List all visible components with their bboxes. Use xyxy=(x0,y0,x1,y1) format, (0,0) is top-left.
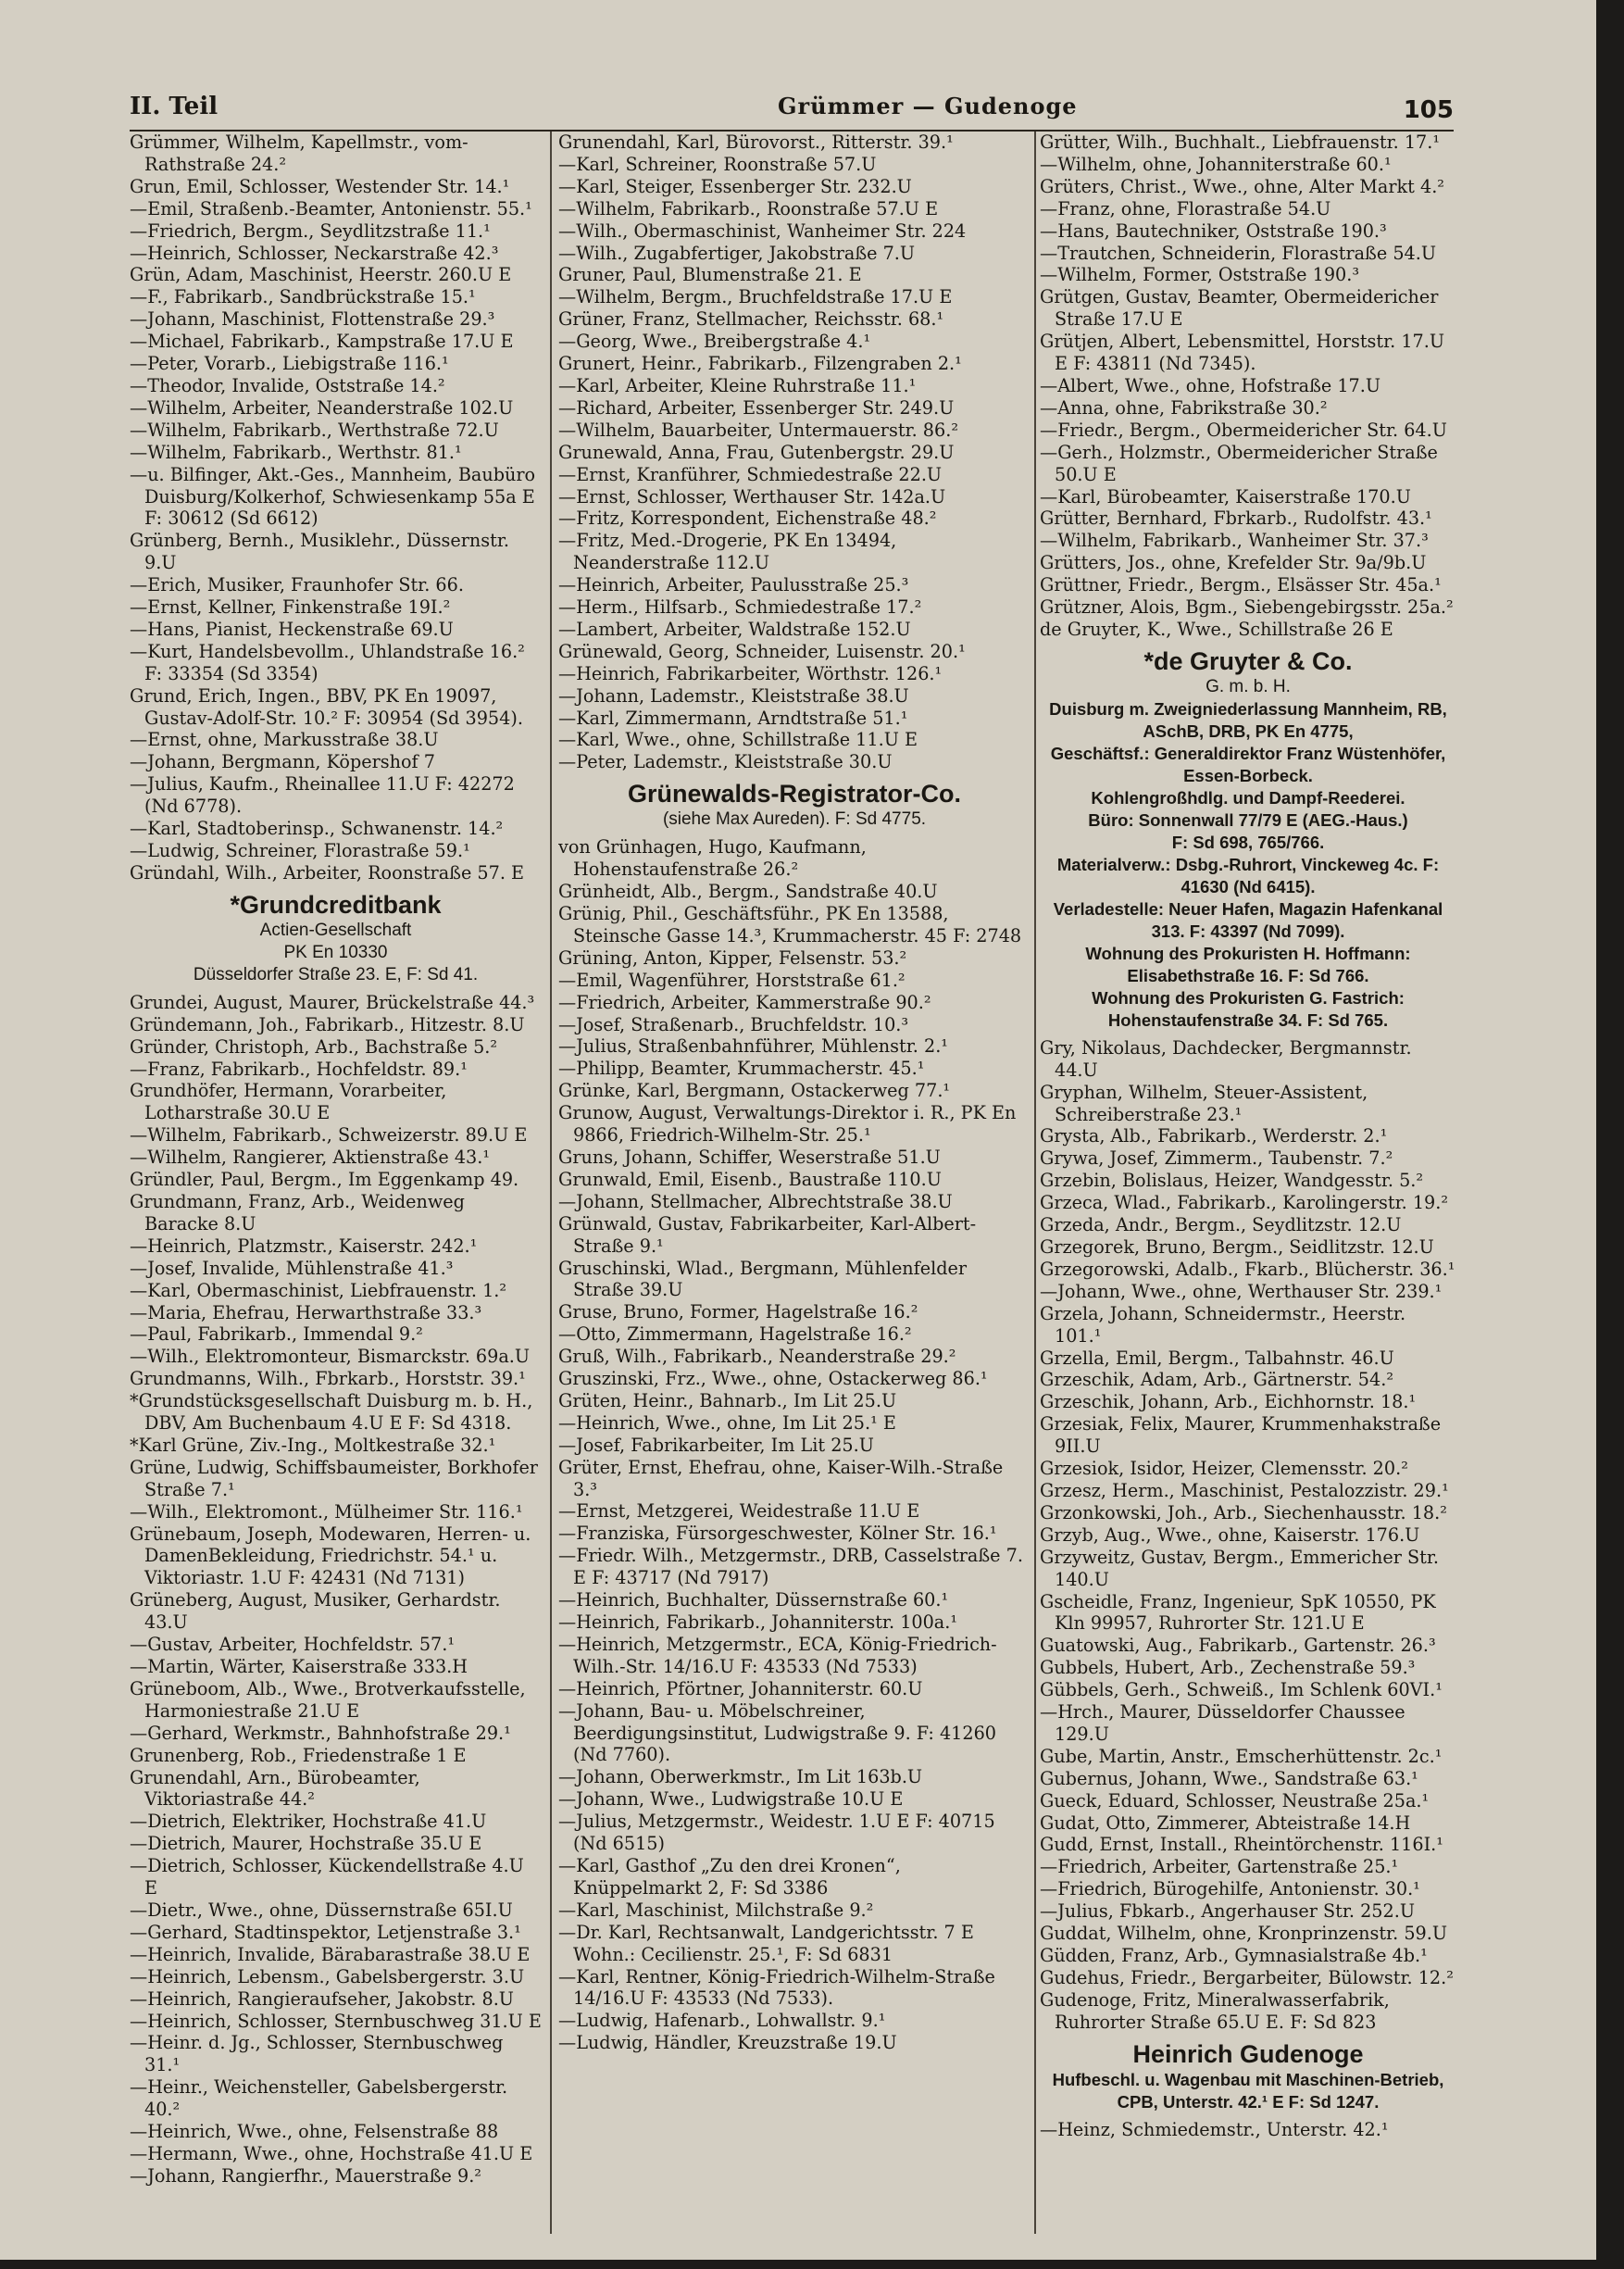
page-header xyxy=(130,93,1454,132)
directory-entry: —Gustav, Arbeiter, Hochfeldstr. 57.¹ xyxy=(130,1634,456,1656)
directory-entry: Güdden, Franz, Arb., Gymnasialstraße 4b.¹ xyxy=(1040,1945,1428,1966)
advertisement-line: PK En 10330 xyxy=(283,942,388,962)
directory-entry: —Heinrich, Fabrikarbeiter, Wörthstr. 126.¹ xyxy=(558,662,943,684)
directory-entry: —Heinrich, Buchhalter, Düssernstraße 60.¹ xyxy=(558,1589,949,1611)
directory-entry: Gudd, Ernst, Install., Rheintörchenstr. 116I.¹ xyxy=(1040,1834,1443,1856)
directory-entry: —Maria, Ehefrau, Herwarthstraße 33.³ xyxy=(130,1301,482,1323)
directory-entry: Grundhöfer, Hermann, Vorarbeiter, Lotharstraße 30.U E xyxy=(130,1080,447,1124)
directory-entry: —Gerhard, Stadtinspektor, Letjenstraße 3.¹ xyxy=(130,1921,521,1943)
directory-entry: *Karl Grüne, Ziv.-Ing., Moltkestraße 32.¹ xyxy=(130,1434,496,1456)
directory-entry: Gubernus, Johann, Wwe., Sandstraße 63.¹ xyxy=(1040,1767,1418,1789)
directory-entry: Gube, Martin, Anstr., Emscherhüttenstr. 2c.¹ xyxy=(1040,1745,1443,1767)
directory-entry: —Peter, Vorarb., Liebigstraße 116.¹ xyxy=(130,353,449,375)
directory-entry: —Heinrich, Pförtner, Johanniterstr. 60.U xyxy=(558,1677,923,1699)
directory-entry: —Dr. Karl, Rechtsanwalt, Landgerichtsstr. 7 E Wohn.: Cecilienstr. 25.¹, F: Sd 6831 xyxy=(558,1921,974,1965)
directory-entry: —Ernst, Schlosser, Werthauser Str. 142a.U xyxy=(558,485,946,508)
directory-entry: —Albert, Wwe., ohne, Hofstraße 17.U xyxy=(1040,374,1381,396)
advertisement-line: Elisabethstraße 16. F: Sd 766. xyxy=(1127,965,1369,985)
directory-entry: Gueck, Eduard, Schlosser, Neustraße 25a.¹ xyxy=(1040,1789,1430,1811)
directory-entry: —Franz, ohne, Florastraße 54.U xyxy=(1040,197,1331,219)
directory-entry: —Fritz, Med.-Drogerie, PK En 13494, Neanderstraße 112.U xyxy=(558,530,897,574)
directory-entry: Grütter, Wilh., Buchhalt., Liebfrauenstr. 17.¹ xyxy=(1040,132,1441,153)
directory-entry: —Wilh., Zugabfertiger, Jakobstraße 7.U xyxy=(558,242,916,264)
directory-entry: Grünwald, Gustav, Fabrikarbeiter, Karl-Albert-Straße 9.¹ xyxy=(558,1212,977,1257)
directory-entry: Gründahl, Wilh., Arbeiter, Roonstraße 57. E xyxy=(130,861,525,884)
directory-entry: —Ernst, Kranführer, Schmiedestraße 22.U xyxy=(558,463,943,485)
directory-entry: —Heinrich, Arbeiter, Paulusstraße 25.³ xyxy=(558,574,909,596)
directory-entry: —Karl, Arbeiter, Kleine Ruhrstraße 11.¹ xyxy=(558,374,917,396)
directory-entry: —Heinrich, Schlosser, Neckarstraße 42.³ xyxy=(130,242,499,264)
directory-entry: Grüters, Christ., Wwe., ohne, Alter Markt 4.² xyxy=(1040,175,1444,197)
directory-entry: —Johann, Stellmacher, Albrechtstraße 38.U xyxy=(558,1190,953,1212)
directory-entry: Grünewald, Georg, Schneider, Luisenstr. 20.¹ xyxy=(558,640,966,662)
directory-entry: Grünig, Phil., Geschäftsführ., PK En 13588, Steinsche Gasse 14.³, Krummacherstr. 45 F: 2748 xyxy=(558,903,1022,946)
directory-entry: —Wilhelm, Former, Oststraße 190.³ xyxy=(1040,264,1360,286)
directory-entry: Gründemann, Joh., Fabrikarb., Hitzestr. 8.U xyxy=(130,1013,525,1035)
directory-entry: Gruschinski, Wlad., Bergmann, Mühlenfelder Straße 39.U xyxy=(558,1257,968,1301)
directory-entry: Grzela, Johann, Schneidermstr., Heerstr. 101.¹ xyxy=(1040,1302,1406,1347)
advertisement-line: Geschäftsf.: Generaldirektor Franz Wüstenhöfer, Essen-Borbeck. xyxy=(1050,743,1446,785)
name-range: Grümmer — Gudenoge xyxy=(778,93,1078,119)
directory-entry: —Heinrich, Wwe., ohne, Felsenstraße 88 xyxy=(130,2121,499,2143)
directory-entry: —Karl, Stadtoberinsp., Schwanenstr. 14.² xyxy=(130,818,504,840)
advertisement-block xyxy=(1040,2039,1456,2113)
directory-entry: Gübbels, Gerh., Schweiß., Im Schlenk 60VI.¹ xyxy=(1040,1679,1443,1701)
directory-entry: Grüner, Franz, Stellmacher, Reichsstr. 68.¹ xyxy=(558,308,944,331)
directory-entry: —Dietrich, Schlosser, Kückendellstraße 4.U E xyxy=(130,1855,524,1899)
directory-entry: Grzeca, Wlad., Fabrikarb., Karolingerstr. 19.² xyxy=(1040,1192,1449,1214)
directory-entry: Gruns, Johann, Schiffer, Weserstraße 51.U xyxy=(558,1146,941,1168)
directory-entry: Grümmer, Wilhelm, Kapellmstr., vom-Rathstraße 24.² xyxy=(130,132,468,175)
directory-entry: —u. Bilfinger, Akt.-Ges., Mannheim, Baubüro Duisburg/Kolkerhof, Schwiesenkamp 55a E F: 30612 (Sd 6612) xyxy=(130,463,536,530)
directory-entry: —Theodor, Invalide, Oststraße 14.² xyxy=(130,374,445,396)
directory-entry: —Johann, Bau- u. Möbelschreiner, Beerdigungsinstitut, Ludwigstraße 9. F: 41260 (Nd 7760). xyxy=(558,1699,996,1766)
directory-entry: —Wilhelm, Rangierer, Aktienstraße 43.¹ xyxy=(130,1147,491,1169)
directory-entry: —Ludwig, Hafenarb., Lohwallstr. 9.¹ xyxy=(558,2010,886,2032)
directory-entry: —Friedrich, Arbeiter, Kammerstraße 90.² xyxy=(558,991,931,1013)
directory-entry: Guddat, Wilhelm, ohne, Kronprinzenstr. 59.U xyxy=(1040,1923,1448,1945)
directory-entry: —Karl, Zimmermann, Arndtstraße 51.¹ xyxy=(558,707,908,729)
directory-entry: —Erich, Musiker, Fraunhofer Str. 66. xyxy=(130,574,464,596)
directory-entry: —Peter, Lademstr., Kleiststraße 30.U xyxy=(558,751,893,773)
directory-entry: —Heinrich, Schlosser, Sternbuschweg 31.U E xyxy=(130,2010,542,2032)
directory-entry: —Heinrich, Rangieraufseher, Jakobstr. 8.U xyxy=(130,1987,514,2010)
column-divider xyxy=(550,132,552,2234)
directory-entry: —Julius, Straßenbahnführer, Mühlenstr. 2.¹ xyxy=(558,1035,948,1058)
advertisement-line: Büro: Sonnenwall 77/79 E (AEG.-Haus.) xyxy=(1088,809,1408,830)
directory-entry: —Dietrich, Maurer, Hochstraße 35.U E xyxy=(130,1833,482,1855)
directory-entry: Grywa, Josef, Zimmerm., Taubenstr. 7.² xyxy=(1040,1147,1393,1170)
directory-entry: Grunert, Heinr., Fabrikarb., Filzengraben 2.¹ xyxy=(558,353,962,375)
advertisement-line: Duisburg m. Zweigniederlassung Mannheim, RB, ASchB, DRB, PK En 4775, xyxy=(1049,698,1447,741)
directory-entry: —Emil, Wagenführer, Horststraße 61.² xyxy=(558,969,906,991)
directory-entry: Grundmanns, Wilh., Fbrkarb., Horststr. 39.¹ xyxy=(130,1368,526,1390)
directory-entry: —Karl, Bürobeamter, Kaiserstraße 170.U xyxy=(1040,485,1411,508)
advertisement-line: F: Sd 698, 765/766. xyxy=(1171,832,1325,852)
directory-entry: —Heinrich, Invalide, Bärabarastraße 38.U E xyxy=(130,1943,531,1965)
directory-entry: —Friedr., Bergm., Obermeidericher Str. 64.U xyxy=(1040,419,1447,441)
directory-entry: —Franz, Fabrikarb., Hochfeldstr. 89.¹ xyxy=(130,1058,468,1080)
directory-entry: Grütgen, Gustav, Beamter, Obermeidericher Straße 17.U E xyxy=(1040,286,1439,331)
directory-entry: Gruse, Bruno, Former, Hagelstraße 16.² xyxy=(558,1301,918,1323)
directory-entry: Gründer, Christoph, Arb., Bachstraße 5.² xyxy=(130,1035,498,1058)
advertisement-line: Hohenstaufenstraße 34. F: Sd 765. xyxy=(1107,1009,1389,1030)
directory-entry: Grzesiok, Isidor, Heizer, Clemensstr. 20.² xyxy=(1040,1458,1408,1480)
directory-entry: Gry, Nikolaus, Dachdecker, Bergmannstr. 44.U xyxy=(1040,1036,1412,1081)
directory-entry: —Wilhelm, Bergm., Bruchfeldstraße 17.U E xyxy=(558,286,953,308)
directory-entry: Grützner, Alois, Bgm., Siebengebirgsstr. 25a.² xyxy=(1040,596,1454,619)
directory-entry: Grzonkowski, Joh., Arb., Siechenhausstr. 18.² xyxy=(1040,1501,1447,1523)
directory-entry: —Gerh., Holzmstr., Obermeidericher Straße 50.U E xyxy=(1040,441,1438,485)
directory-entry: —Paul, Fabrikarb., Immendal 9.² xyxy=(130,1323,423,1346)
directory-entry: —Wilhelm, Fabrikarb., Werthstr. 81.¹ xyxy=(130,441,462,463)
directory-entry: —Julius, Kaufm., Rheinallee 11.U F: 42272 (Nd 6778). xyxy=(130,773,515,818)
directory-entry: —Ludwig, Händler, Kreuzstraße 19.U xyxy=(558,2032,897,2054)
directory-entry: —Friedr. Wilh., Metzgermstr., DRB, Casselstraße 7. E F: 43717 (Nd 7917) xyxy=(558,1545,1023,1589)
advertisement-line: Düsseldorfer Straße 23. E, F: Sd 41. xyxy=(193,964,479,984)
column-left xyxy=(130,132,542,2234)
directory-entry: Grzella, Emil, Bergm., Talbahnstr. 46.U xyxy=(1040,1347,1394,1369)
directory-entry: —Trautchen, Schneiderin, Florastraße 54.U xyxy=(1040,242,1437,264)
directory-entry: Grunenberg, Rob., Friedenstraße 1 E xyxy=(130,1744,467,1766)
directory-entry: Grzesiak, Felix, Maurer, Krummenhakstraße 9II.U xyxy=(1040,1413,1442,1458)
directory-entry: —Johann, Wwe., ohne, Werthauser Str. 239.¹ xyxy=(1040,1280,1443,1302)
directory-entry: Gruszinski, Frz., Wwe., ohne, Ostackerweg 86.¹ xyxy=(558,1368,988,1390)
directory-entry: Grünebaum, Joseph, Modewaren, Herren- u. DamenBekleidung, Friedrichstr. 54.¹ u. Viktoriastr. 1.U F: 42431 (Nd 7131) xyxy=(130,1523,531,1589)
directory-entry: Grzesz, Herm., Maschinist, Pestalozzistr. 29.¹ xyxy=(1040,1479,1449,1501)
directory-entry: —Dietr., Wwe., ohne, Düssernstraße 65I.U xyxy=(130,1899,513,1921)
directory-entry: Gruner, Paul, Blumenstraße 21. E xyxy=(558,264,862,286)
directory-entry: Grüning, Anton, Kipper, Felsenstr. 53.² xyxy=(558,946,907,969)
directory-entry: —Wilhelm, Fabrikarb., Werthstraße 72.U xyxy=(130,419,499,441)
directory-entry: —Karl, Schreiner, Roonstraße 57.U xyxy=(558,153,877,175)
directory-entry: —Kurt, Handelsbevollm., Uhlandstraße 16.² F: 33354 (Sd 3354) xyxy=(130,640,525,684)
directory-entry: —Wilh., Elektromont., Mülheimer Str. 116.¹ xyxy=(130,1500,523,1523)
directory-entry: Grütjen, Albert, Lebensmittel, Horststr. 17.U E F: 43811 (Nd 7345). xyxy=(1040,331,1445,375)
column-divider xyxy=(1034,132,1036,2234)
directory-entry: —Johann, Oberwerkmstr., Im Lit 163b.U xyxy=(558,1766,923,1788)
directory-entry: —Anna, ohne, Fabrikstraße 30.² xyxy=(1040,396,1328,419)
directory-entry: —Heinrich, Platzmstr., Kaiserstr. 242.¹ xyxy=(130,1235,478,1257)
directory-entry: —Friedrich, Arbeiter, Gartenstraße 25.¹ xyxy=(1040,1856,1399,1878)
directory-entry: —Wilhelm, Fabrikarb., Roonstraße 57.U E xyxy=(558,197,939,219)
advertisement-line: G. m. b. H. xyxy=(1206,676,1291,696)
directory-entry: —Fritz, Korrespondent, Eichenstraße 48.² xyxy=(558,508,937,530)
directory-entry: Gryphan, Wilhelm, Steuer-Assistent, Schreiberstraße 23.¹ xyxy=(1040,1081,1368,1125)
directory-entry: —Julius, Fbkarb., Angerhauser Str. 252.U xyxy=(1040,1900,1415,1923)
directory-entry: —Georg, Wwe., Breibergstraße 4.¹ xyxy=(558,331,871,353)
advertisement-block xyxy=(1040,646,1456,1032)
directory-entry: —Ernst, Metzgerei, Weidestraße 11.U E xyxy=(558,1500,920,1523)
directory-entry: —Heinr. d. Jg., Schlosser, Sternbuschweg 31.¹ xyxy=(130,2032,504,2076)
directory-entry: —Julius, Metzgermstr., Weidestr. 1.U E F: 40715 (Nd 6515) xyxy=(558,1811,995,1855)
page-number: 105 xyxy=(1403,96,1454,124)
directory-entry: —Josef, Invalide, Mühlenstraße 41.³ xyxy=(130,1257,454,1279)
directory-entry: —Herm., Hilfsarb., Schmiedestraße 17.² xyxy=(558,596,922,619)
directory-entry: Grzeschik, Adam, Arb., Gärtnerstr. 54.² xyxy=(1040,1369,1394,1391)
advertisement-title: *de Gruyter & Co. xyxy=(1143,646,1353,675)
directory-entry: —Richard, Arbeiter, Essenberger Str. 249.U xyxy=(558,396,955,419)
directory-entry: —Karl, Gasthof „Zu den drei Kronen“, Knüppelmarkt 2, F: Sd 3386 xyxy=(558,1854,901,1899)
directory-entry: Grüttner, Friedr., Bergm., Elsässer Str. 45a.¹ xyxy=(1040,574,1442,596)
directory-entry: Grzyb, Aug., Wwe., ohne, Kaiserstr. 176.U xyxy=(1040,1523,1420,1546)
advertisement-block xyxy=(558,779,1031,831)
directory-entry: Grüne, Ludwig, Schiffsbaumeister, Borkhofer Straße 7.¹ xyxy=(130,1456,538,1500)
directory-entry: —Karl, Rentner, König-Friedrich-Wilhelm-Straße 14/16.U F: 43533 (Nd 7533). xyxy=(558,1965,995,2010)
directory-entry: Grzeschik, Johann, Arb., Eichhornstr. 18.¹ xyxy=(1040,1391,1417,1413)
advertisement-line: Wohnung des Prokuristen G. Fastrich: xyxy=(1092,987,1405,1008)
advertisement-title: *Grundcreditbank xyxy=(230,890,442,919)
directory-entry: —Josef, Straßenarb., Bruchfeldstr. 10.³ xyxy=(558,1013,909,1035)
directory-entry: Grüter, Ernst, Ehefrau, ohne, Kaiser-Wilh.-Straße 3.³ xyxy=(558,1456,1004,1500)
directory-entry: Grund, Erich, Ingen., BBV, PK En 19097, Gustav-Adolf-Str. 10.² F: 30954 (Sd 3954). xyxy=(130,684,523,729)
directory-entry: —Ludwig, Schreiner, Florastraße 59.¹ xyxy=(130,840,470,861)
directory-entry: —F., Fabrikarb., Sandbrückstraße 15.¹ xyxy=(130,286,476,308)
directory-entry: Grysta, Alb., Fabrikarb., Werderstr. 2.¹ xyxy=(1040,1125,1388,1147)
directory-entry: Grüneboom, Alb., Wwe., Brotverkaufsstelle, Harmoniestraße 21.U E xyxy=(130,1677,526,1722)
directory-entry: —Gerhard, Werkmstr., Bahnhofstraße 29.¹ xyxy=(130,1722,511,1744)
directory-entry: Grunewald, Anna, Frau, Gutenbergstr. 29.U xyxy=(558,441,955,463)
directory-entry: von Grünhagen, Hugo, Kaufmann, Hohenstaufenstraße 26.² xyxy=(558,836,867,881)
directory-entry: —Michael, Fabrikarb., Kampstraße 17.U E xyxy=(130,331,514,353)
directory-entry: —Lambert, Arbeiter, Waldstraße 152.U xyxy=(558,618,911,640)
directory-entry: —Johann, Wwe., Ludwigstraße 10.U E xyxy=(558,1788,904,1811)
advertisement-line: Materialverw.: Dsbg.-Ruhrort, Vinckeweg 4c. F: 41630 (Nd 6415). xyxy=(1056,854,1440,896)
directory-entry: Gudehus, Friedr., Bergarbeiter, Bülowstr. 12.² xyxy=(1040,1966,1454,1988)
directory-entry: Grundmann, Franz, Arb., Weidenweg Baracke 8.U xyxy=(130,1190,465,1235)
directory-entry: Grün, Adam, Maschinist, Heerstr. 260.U E xyxy=(130,264,512,286)
directory-entry: —Friedrich, Bergm., Seydlitzstraße 11.¹ xyxy=(130,219,491,242)
advertisement-line: Kohlengroßhdlg. und Dampf-Reederei. xyxy=(1091,787,1405,808)
directory-entry: Grunwald, Emil, Eisenb., Baustraße 110.U xyxy=(558,1168,942,1190)
directory-entry: Grütters, Jos., ohne, Krefelder Str. 9a/9b.U xyxy=(1040,552,1427,574)
directory-entry: —Otto, Zimmermann, Hagelstraße 16.² xyxy=(558,1323,912,1346)
directory-entry: Grüneberg, August, Musiker, Gerhardstr. 43.U xyxy=(130,1589,501,1634)
directory-entry: Grünheidt, Alb., Bergm., Sandstraße 40.U xyxy=(558,881,938,903)
directory-entry: —Hans, Pianist, Heckenstraße 69.U xyxy=(130,618,454,640)
advertisement-block xyxy=(130,890,542,986)
directory-entry: Grzegorowski, Adalb., Fkarb., Blücherstr. 36.¹ xyxy=(1040,1258,1455,1280)
directory-entry: —Heinr., Weichensteller, Gabelsbergerstr. 40.² xyxy=(130,2076,508,2121)
directory-entry: —Heinrich, Wwe., ohne, Im Lit 25.¹ E xyxy=(558,1411,896,1434)
directory-entry: Gruß, Wilh., Fabrikarb., Neanderstraße 29.² xyxy=(558,1346,956,1368)
directory-entry: —Ernst, Kellner, Finkenstraße 19I.² xyxy=(130,596,451,619)
directory-entry: Grunow, August, Verwaltungs-Direktor i. R., PK En 9866, Friedrich-Wilhelm-Str. 25.¹ xyxy=(558,1102,1017,1147)
advertisement-line: Wohnung des Prokuristen H. Hoffmann: xyxy=(1085,943,1411,963)
directory-entry: —Wilhelm, Bauarbeiter, Untermauerstr. 86.² xyxy=(558,419,959,441)
directory-entry: —Wilh., Elektromonteur, Bismarckstr. 69a.U xyxy=(130,1346,531,1368)
directory-entry: —Johann, Bergmann, Köpershof 7 xyxy=(130,751,435,773)
directory-entry: —Wilhelm, Fabrikarb., Schweizerstr. 89.U E xyxy=(130,1124,528,1147)
directory-entry: —Wilhelm, Arbeiter, Neanderstraße 102.U xyxy=(130,396,514,419)
directory-entry: —Karl, Obermaschinist, Liebfrauenstr. 1.² xyxy=(130,1279,507,1301)
directory-entry: —Karl, Wwe., ohne, Schillstraße 11.U E xyxy=(558,729,918,751)
directory-entry: Gscheidle, Franz, Ingenieur, SpK 10550, PK Kln 99957, Ruhrorter Str. 121.U E xyxy=(1040,1590,1436,1635)
advertisement-line: Verladestelle: Neuer Hafen, Magazin Hafenkanal 313. F: 43397 (Nd 7099). xyxy=(1053,898,1443,941)
directory-entry: —Johann, Maschinist, Flottenstraße 29.³ xyxy=(130,308,495,331)
directory-entry: Gudat, Otto, Zimmerer, Abteistraße 14.H xyxy=(1040,1811,1411,1834)
directory-entry: —Johann, Lademstr., Kleiststraße 38.U xyxy=(558,684,909,707)
directory-entry: Grun, Emil, Schlosser, Westender Str. 14.¹ xyxy=(130,175,510,197)
advertisement-line: Actien-Gesellschaft xyxy=(259,920,412,940)
directory-entry: —Hermann, Wwe., ohne, Hochstraße 41.U E xyxy=(130,2142,533,2164)
directory-entry: Grütter, Bernhard, Fbrkarb., Rudolfstr. 43.¹ xyxy=(1040,508,1432,530)
directory-entry: —Dietrich, Elektriker, Hochstraße 41.U xyxy=(130,1811,487,1833)
directory-entry: —Emil, Straßenb.-Beamter, Antonienstr. 55.¹ xyxy=(130,197,532,219)
column-middle xyxy=(558,132,1031,2234)
directory-entry: —Heinz, Schmiedemstr., Unterstr. 42.¹ xyxy=(1040,2118,1389,2140)
column-right xyxy=(1040,132,1456,2234)
directory-entry: —Philipp, Beamter, Krummacherstr. 45.¹ xyxy=(558,1058,925,1080)
directory-entry: Gubbels, Hubert, Arb., Zechenstraße 59.³ xyxy=(1040,1657,1416,1679)
directory-entry: Gudenoge, Fritz, Mineralwasserfabrik, Ruhrorter Straße 65.U E. F: Sd 823 xyxy=(1040,1988,1390,2033)
directory-entry: —Heinrich, Lebensm., Gabelsbergerstr. 3.U xyxy=(130,1965,525,1987)
directory-entry: Grzeda, Andr., Bergm., Seydlitzstr. 12.U xyxy=(1040,1214,1402,1236)
directory-entry: —Josef, Fabrikarbeiter, Im Lit 25.U xyxy=(558,1434,874,1456)
directory-entry: —Karl, Steiger, Essenberger Str. 232.U xyxy=(558,175,912,197)
directory-entry: —Hrch., Maurer, Düsseldorfer Chaussee 129.U xyxy=(1040,1701,1405,1745)
directory-entry: Grzegorek, Bruno, Bergm., Seidlitzstr. 12.U xyxy=(1040,1236,1434,1258)
advertisement-line: (siehe Max Aureden). F: Sd 4775. xyxy=(662,809,927,830)
directory-entry: —Franziska, Fürsorgeschwester, Kölner Str. 16.¹ xyxy=(558,1523,997,1545)
directory-entry: de Gruyter, K., Wwe., Schillstraße 26 E xyxy=(1040,618,1393,640)
directory-entry: —Wilh., Obermaschinist, Wanheimer Str. 224 xyxy=(558,219,967,242)
directory-entry: —Wilhelm, Fabrikarb., Wanheimer Str. 37.³ xyxy=(1040,530,1429,552)
directory-entry: —Heinrich, Metzgermstr., ECA, König-Friedrich-Wilh.-Str. 14/16.U F: 43533 (Nd 7533) xyxy=(558,1633,997,1677)
directory-entry: —Karl, Maschinist, Milchstraße 9.² xyxy=(558,1899,874,1921)
directory-entry: Gründler, Paul, Bergm., Im Eggenkamp 49. xyxy=(130,1169,519,1191)
section-label: II. Teil xyxy=(130,93,219,120)
directory-entry: Grzyweitz, Gustav, Bergm., Emmericher Str. 140.U xyxy=(1040,1546,1440,1590)
directory-entry: —Friedrich, Bürogehilfe, Antonienstr. 30.¹ xyxy=(1040,1878,1420,1900)
directory-entry: —Ernst, ohne, Markusstraße 38.U xyxy=(130,729,439,751)
directory-entry: —Hans, Bautechniker, Oststraße 190.³ xyxy=(1040,219,1387,242)
advertisement-title: Grünewalds-Registrator-Co. xyxy=(627,780,962,809)
directory-entry: —Johann, Rangierfhr., Mauerstraße 9.² xyxy=(130,2164,482,2187)
directory-entry: —Wilhelm, ohne, Johanniterstraße 60.¹ xyxy=(1040,153,1392,175)
directory-entry: Grüten, Heinr., Bahnarb., Im Lit 25.U xyxy=(558,1389,897,1411)
directory-entry: Grunendahl, Arn., Bürobeamter, Viktoriastraße 44.² xyxy=(130,1766,420,1811)
directory-entry: Grunendahl, Karl, Bürovorst., Ritterstr. 39.¹ xyxy=(558,132,954,153)
directory-entry: Grünke, Karl, Bergmann, Ostackerweg 77.¹ xyxy=(558,1080,951,1102)
directory-entry: —Heinrich, Fabrikarb., Johanniterstr. 100a.¹ xyxy=(558,1611,958,1633)
directory-entry: Grzebin, Bolislaus, Heizer, Wandgesstr. 5.² xyxy=(1040,1170,1424,1192)
directory-entry: Grundei, August, Maurer, Brückelstraße 44.³ xyxy=(130,991,535,1013)
directory-entry: Grünberg, Bernh., Musiklehr., Düssernstr. 9.U xyxy=(130,530,510,574)
advertisement-title: Heinrich Gudenoge xyxy=(1132,2039,1364,2068)
directory-entry: Guatowski, Aug., Fabrikarb., Gartenstr. 26.³ xyxy=(1040,1635,1436,1657)
directory-entry: *Grundstücksgesellschaft Duisburg m. b. H., DBV, Am Buchenbaum 4.U E F: Sd 4318. xyxy=(130,1390,533,1435)
advertisement-line: Hufbeschl. u. Wagenbau mit Maschinen-Betrieb, CPB, Unterstr. 42.¹ E F: Sd 1247. xyxy=(1052,2069,1444,2112)
directory-entry: —Martin, Wärter, Kaiserstraße 333.H xyxy=(130,1656,468,1677)
